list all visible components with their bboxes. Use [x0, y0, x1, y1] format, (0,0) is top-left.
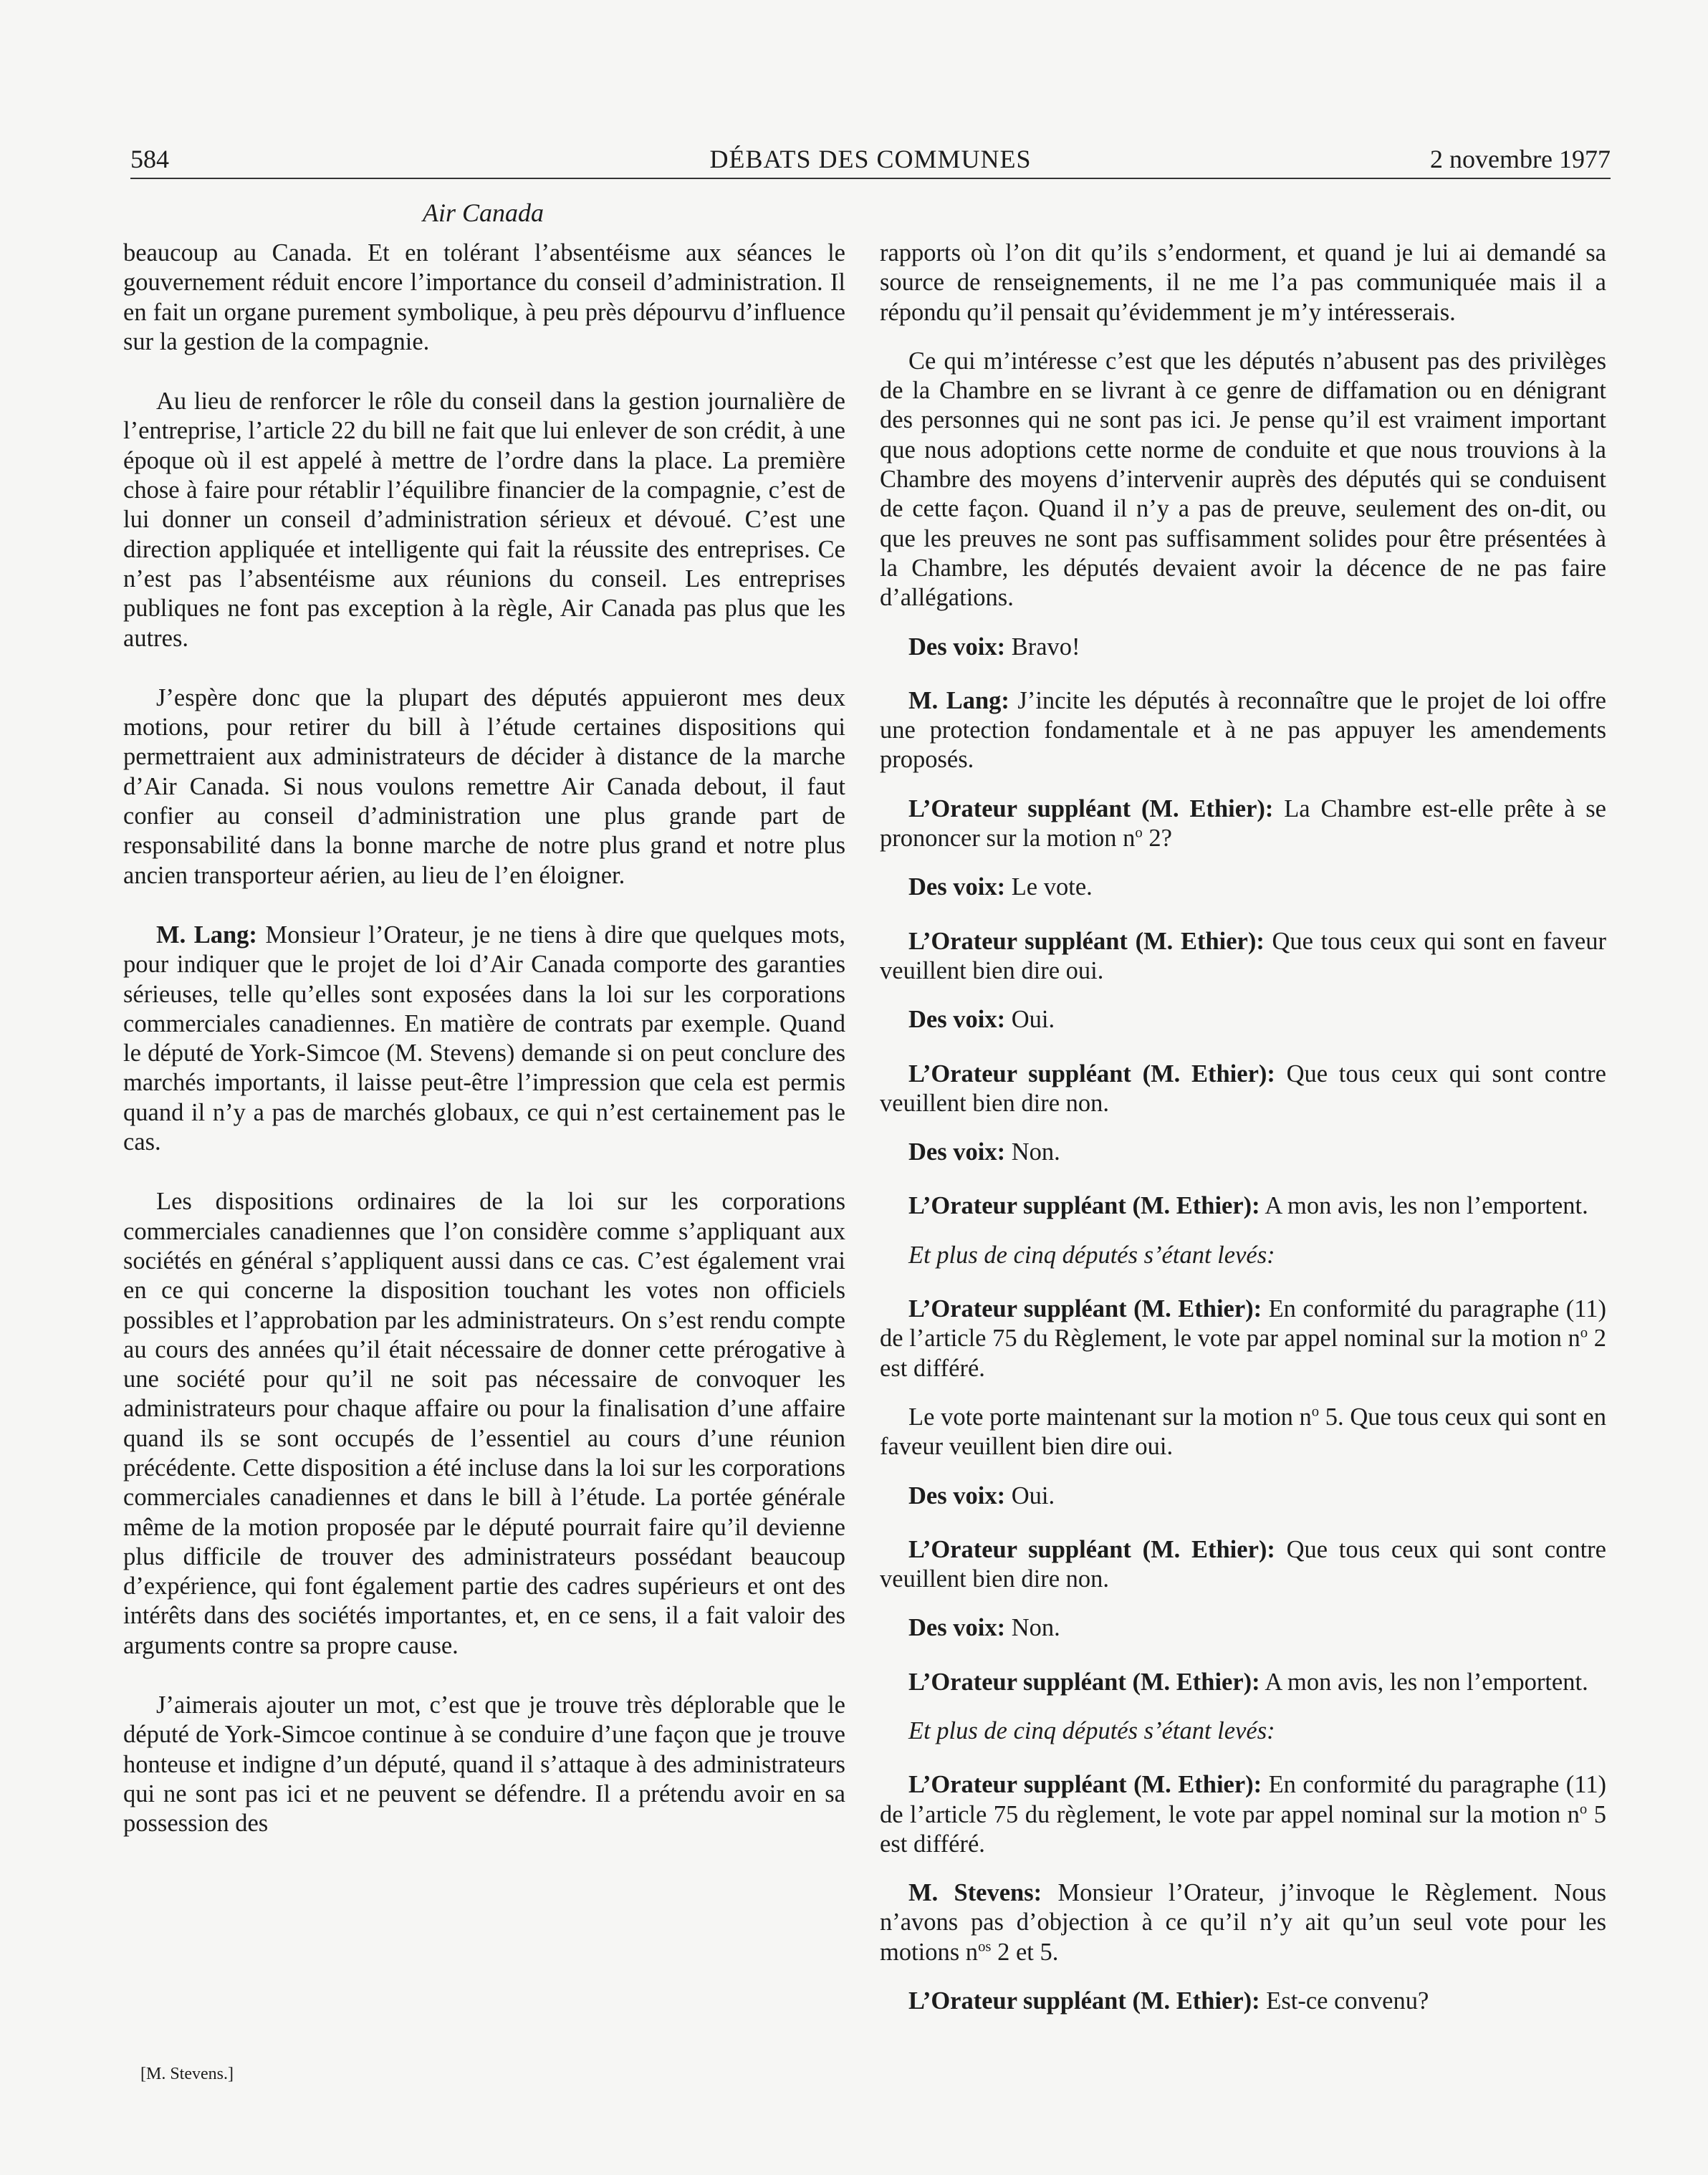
- speech: [880, 1191, 1606, 1221]
- speech-text: Oui.: [1005, 1006, 1055, 1034]
- speech-text: Monsieur l’Orateur, je ne tiens à dire que quelques mots, pour indiquer que le projet de loi d’Air Canada comporte des garanties sérieuses, telle qu’elles sont exposées dans la loi sur les corporations commerciales canadiennes. En matière de contrats par exemple. Quand le député de York-Simcoe (M. Stevens) demande si on peut conclure des marchés importants, il laisse peut-être l’impression que cela est permis quand il n’y a pas de marchés globaux, ce qui n’est certainement pas le cas.: [123, 921, 845, 1156]
- superscript: o: [1311, 1403, 1320, 1420]
- left-column: [123, 239, 845, 1869]
- paragraph: rapports où l’on dit qu’ils s’endorment, et quand je lui ai demandé sa source de renseignements, il ne me l’a pas communiquée mais il a répondu qu’il pensait qu’évidemment je m’y intéresserais.: [880, 239, 1606, 326]
- speech-text: La Chambre est-elle prête à se prononcer sur la motion n: [880, 794, 1606, 853]
- speaker-name: L’Orateur suppléant (M. Ethier):: [908, 1192, 1260, 1220]
- speech: [880, 1060, 1606, 1119]
- speech-text: Le vote porte maintenant sur la motion n: [908, 1403, 1312, 1431]
- superscript: o: [1135, 825, 1143, 841]
- speech: [880, 927, 1606, 986]
- speech-text: 5 est différé.: [880, 1800, 1607, 1858]
- speech: [880, 1482, 1606, 1511]
- speech-text: Oui.: [1005, 1482, 1055, 1509]
- speaker-name: L’Orateur suppléant (M. Ethier):: [908, 1535, 1275, 1563]
- paragraph: J’aimerais ajouter un mot, c’est que je trouve très déplorable que le député de York-Simcoe continue à se conduire d’une façon que je trouve honteuse et indigne d’un député, quand il s’attaque à des administrateurs qui ne sont pas ici et ne peuvent se défendre. Il a prétendu avoir en sa possession des: [123, 1691, 845, 1838]
- paragraph: [880, 1403, 1606, 1462]
- paragraph: J’espère donc que la plupart des députés appuieront mes deux motions, pour retirer du bill à l’étude certaines dispositions qui permettraient aux administrateurs de décider à distance de la marche d’Air Canada. Si nous voulons remettre Air Canada debout, il faut confier au conseil d’administration une plus grande part de responsabilité dans la bonne marche de notre plus grand et notre plus ancien transporteur aérien, au lieu de l’en éloigner.: [123, 683, 845, 889]
- speech-text: Bravo!: [1005, 633, 1080, 661]
- speech: [880, 1987, 1606, 2016]
- speech-text: Est-ce convenu?: [1260, 1987, 1429, 2015]
- paragraph: Ce qui m’intéresse c’est que les députés n’abusent pas des privilèges de la Chambre en se livrant à ce genre de diffamation ou en dénigrant des personnes qui ne sont pas ici. Je pense qu’il est vraiment important que nous adoptions cette norme de conduite et que nous trouvions à la Chambre des moyens d’intervenir auprès des députés qui se conduisent de cette façon. Quand il n’y a pas de preuve, seulement des on-dit, ou que les preuves ne sont pas suffisamment solides pour être présentées à la Chambre, les députés devaient avoir la décence de ne pas faire d’allégations.: [880, 347, 1606, 612]
- speech-text: J’incite les députés à reconnaître que le projet de loi offre une protection fondamentale et à ne pas appuyer les amendements proposés.: [880, 686, 1606, 774]
- speech-text: En conformité du paragraphe (11) de l’article 75 du Règlement, le vote par appel nominal sur la motion n: [880, 1295, 1607, 1353]
- speaker-name: M. Lang:: [908, 686, 1009, 714]
- speech-text: 2 et 5.: [991, 1938, 1059, 1966]
- speaker-name: L’Orateur suppléant (M. Ethier):: [908, 927, 1265, 955]
- speech-text: Monsieur l’Orateur, j’invoque le Règlement. Nous n’avons pas d’objection à ce qu’il n’y ait qu’un seul vote pour les motions n: [880, 1879, 1606, 1966]
- speaker-name: L’Orateur suppléant (M. Ethier):: [908, 794, 1274, 822]
- speaker-name: M. Stevens:: [908, 1879, 1042, 1907]
- speaker-name: Des voix:: [908, 1006, 1006, 1034]
- section-subject: Air Canada: [423, 198, 544, 227]
- speech-text: Que tous ceux qui sont contre veuillent bien dire non.: [880, 1535, 1606, 1593]
- speech-text: Que tous ceux qui sont contre veuillent bien dire non.: [880, 1060, 1606, 1117]
- speech-text: A mon avis, les non l’emportent.: [1260, 1668, 1588, 1696]
- superscript: os: [978, 1939, 992, 1955]
- speaker-name: L’Orateur suppléant (M. Ethier):: [908, 1668, 1260, 1696]
- speech: [880, 794, 1606, 854]
- paragraph: [123, 921, 845, 1157]
- speech: [880, 1295, 1606, 1383]
- speaker-name: Des voix:: [908, 1614, 1006, 1642]
- page-header: [130, 140, 1611, 179]
- footnote: [M. Stevens.]: [140, 2065, 234, 2083]
- speech: [880, 1668, 1606, 1697]
- speaker-name: L’Orateur suppléant (M. Ethier):: [908, 1060, 1275, 1088]
- speech: [880, 1613, 1606, 1643]
- speech: [880, 873, 1606, 902]
- superscript: o: [1579, 1801, 1588, 1818]
- speech: [880, 1878, 1606, 1967]
- speech-text: Non.: [1005, 1138, 1060, 1166]
- paragraph: Les dispositions ordinaires de la loi sur les corporations commerciales canadiennes que l’on considère comme s’appliquant aux sociétés en général s’appliquent aussi dans ce cas. C’est également vrai en ce qui concerne la disposition touchant les votes non officiels possibles et l’approbation par les administrateurs. On s’est rendu compte au cours des années qu’il était nécessaire de donner cette prérogative à une société pour qu’il ne soit pas nécessaire de convoquer les administrateurs pour chaque affaire ou pour la finalisation d’une affaire quand ils se sont occupés de l’essentiel au cours d’une réunion précédente. Cette disposition a été incluse dans la loi sur les corporations commerciales canadiennes et dans le bill à l’étude. La portée générale même de la motion proposée par le député pourrait faire qu’il devienne plus difficile de trouver des administrateurs possédant beaucoup d’expérience, qui font également partie des cadres supérieurs et ont des intérêts dans des sociétés importantes, et, en ce sens, il a fait valoir des arguments contre sa propre cause.: [123, 1188, 845, 1659]
- speaker-name: Des voix:: [908, 633, 1006, 661]
- speech: [880, 1535, 1606, 1595]
- paragraph: beaucoup au Canada. Et en tolérant l’absentéisme aux séances le gouvernement réduit encore l’importance du conseil d’administration. Il en fait un organe purement symbolique, à peu près dépourvu d’influence sur la gestion de la compagnie.: [123, 239, 845, 355]
- speech-text: 2 est différé.: [880, 1325, 1606, 1382]
- superscript: o: [1580, 1325, 1588, 1341]
- speaker-name: M. Lang:: [156, 921, 257, 949]
- publication-title: DÉBATS DES COMMUNES: [709, 145, 1032, 173]
- stage-direction: Et plus de cinq députés s’étant levés:: [908, 1241, 1275, 1269]
- speech-text: Le vote.: [1005, 873, 1093, 901]
- speaker-name: Des voix:: [908, 873, 1006, 901]
- speaker-name: L’Orateur suppléant (M. Ethier):: [908, 1295, 1262, 1323]
- speech-text: A mon avis, les non l’emportent.: [1260, 1192, 1588, 1220]
- speech: [880, 1138, 1606, 1167]
- speech-text: 5. Que tous ceux qui sont en faveur veuillent bien dire oui.: [880, 1403, 1606, 1461]
- page-number: 584: [130, 145, 169, 173]
- right-column: [880, 239, 1606, 2035]
- speaker-name: L’Orateur suppléant (M. Ethier):: [908, 1987, 1260, 2015]
- speech-text: Non.: [1005, 1614, 1060, 1642]
- speaker-name: Des voix:: [908, 1482, 1006, 1509]
- speaker-name: Des voix:: [908, 1138, 1006, 1166]
- speaker-name: L’Orateur suppléant (M. Ethier):: [908, 1771, 1262, 1799]
- stage-direction: Et plus de cinq députés s’étant levés:: [908, 1717, 1275, 1744]
- speech-text: En conformité du paragraphe (11) de l’article 75 du règlement, le vote par appel nominal sur la motion n: [880, 1771, 1607, 1828]
- speech: [880, 686, 1606, 775]
- speech-text: Que tous ceux qui sont en faveur veuillent bien dire oui.: [880, 927, 1606, 984]
- speech: [880, 1005, 1606, 1034]
- speech-text: 2?: [1142, 825, 1172, 853]
- page-date: 2 novembre 1977: [1430, 145, 1611, 173]
- speech: [880, 633, 1606, 662]
- paragraph: Au lieu de renforcer le rôle du conseil dans la gestion journalière de l’entreprise, l’article 22 du bill ne fait que lui enlever de son crédit, à une époque où il est appelé à mettre de l’ordre dans la place. La première chose à faire pour rétablir l’équilibre financier de la compagnie, c’est de lui donner un conseil d’administration sérieux et dévoué. C’est une direction appliquée et intelligente qui fait la réussite des entreprises. Ce n’est pas l’absentéisme aux réunions du conseil. Les entreprises publiques ne font pas exception à la règle, Air Canada pas plus que les autres.: [123, 388, 845, 652]
- speech: [880, 1770, 1606, 1859]
